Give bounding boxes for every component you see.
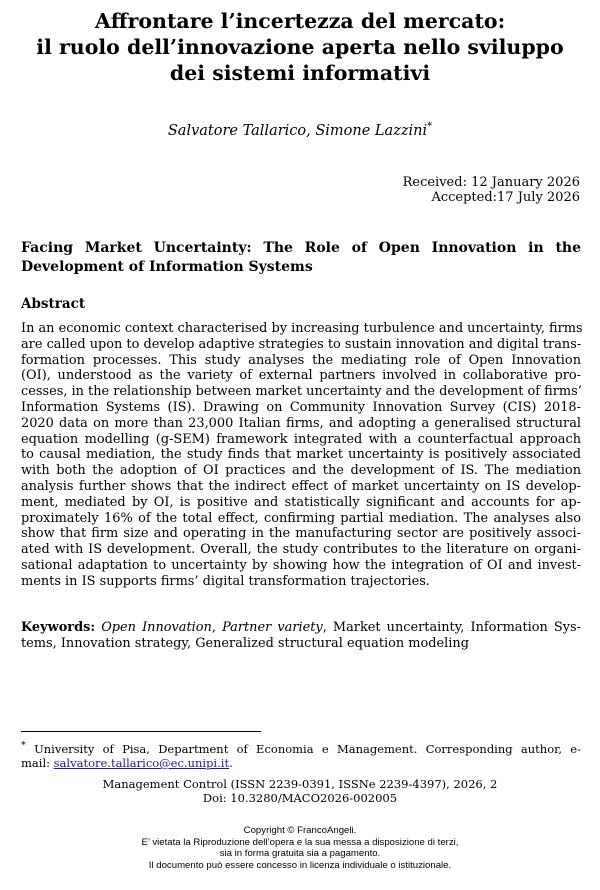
abstract-line: sational adaptation to uncertainty by showing how the integration of OI and invest- <box>21 557 581 573</box>
abstract-line: In an economic context characterised by increasing turbulence and uncertainty, firms <box>21 321 583 336</box>
abstract-line: Information Systems (IS). Drawing on Community Innovation Survey (CIS) 2018- <box>21 399 581 415</box>
abstract-line: analysis further shows that the indirect effect of market uncertainty on IS develop- <box>21 478 581 494</box>
copyright-line: E’ vietata la Riproduzione dell’opera e la sua messa a disposizione di terzi, <box>141 836 459 848</box>
abstract-line: with both the adoption of OI practices and the development of IS. The mediation <box>21 463 581 479</box>
paper-title-line: Affrontare l’incertezza del mercato: <box>94 9 506 33</box>
abstract-line: formation processes. This study analyses the mediating role of Open Innovation <box>21 352 581 368</box>
keyword-open-innovation: Open Innovation <box>101 620 212 635</box>
footnote-line <box>21 739 581 756</box>
copyright-line: Copyright © FrancoAngeli. <box>243 825 357 836</box>
author-names: Salvatore Tallarico, Simone Lazzini <box>167 122 428 139</box>
keyword-separator: , <box>211 620 223 635</box>
journal-doi: Doi: 10.3280/MACO2026-002005 <box>202 791 398 805</box>
abstract-line: show that firm size and operating in the manufacturing sector are positively associ- <box>21 526 581 542</box>
abstract-line: (OI), understood as the variety of external partners involved in collaborative pro- <box>21 368 581 384</box>
submission-dates <box>403 175 580 205</box>
footnote-mark: * <box>21 740 26 751</box>
footnote-affiliation: University of Pisa, Department of Economia e Management. Corresponding author, e- <box>25 741 581 756</box>
abstract-line: equation modelling (g-SEM) framework integrated with a counterfactual approach <box>21 431 581 447</box>
footnote-divider <box>21 731 261 732</box>
abstract-line: ments in IS supports firms’ digital transformation trajectories. <box>21 573 430 589</box>
authors <box>0 121 600 139</box>
journal-info <box>0 777 600 805</box>
journal-citation: Management Control (ISSN 2239-0391, ISSNe 2239-4397), 2026, 2 <box>102 777 498 791</box>
keywords-line <box>21 620 581 636</box>
email-suffix: . <box>229 755 233 770</box>
abstract-line: ment, mediated by OI, is positive and statistically significant and accounts for ap- <box>21 494 581 510</box>
abstract-line: proximately 16% of the total effect, confirming partial mediation. The analyses also <box>21 510 581 526</box>
abstract-line: ated with IS development. Overall, the study contributes to the literature on organi- <box>21 542 581 558</box>
email-prefix: mail: <box>21 755 54 770</box>
paper-title-line: il ruolo dell’innovazione aperta nello sviluppo <box>36 35 564 59</box>
keywords <box>21 620 581 652</box>
paper-title <box>0 8 600 86</box>
abstract-body <box>21 321 581 590</box>
received-date: Received: 12 January 2026 <box>402 175 580 190</box>
copyright-line: Il documento può essere concesso in licenza individuale o istituzionale. <box>148 859 452 871</box>
copyright-notice <box>0 825 600 871</box>
abstract-line: cesses, in the relationship between market uncertainty and the development of firms’ <box>21 384 582 400</box>
keywords-rest: , Market uncertainty, Information Sys- <box>322 620 582 635</box>
abstract-line: 2020 data on more than 23,000 Italian firms, and adopting a generalised structural <box>21 415 581 431</box>
abstract-heading: Abstract <box>21 296 86 312</box>
abstract-line: to causal mediation, the study finds that market uncertainty is positively associated <box>21 447 581 463</box>
accepted-date: Accepted:17 July 2026 <box>431 190 580 205</box>
footnote-line <box>21 756 581 770</box>
keywords-label: Keywords: <box>21 620 96 635</box>
english-title: Facing Market Uncertainty: The Role of Open Innovation in the Development of Information Systems <box>21 240 581 275</box>
keyword-partner-variety: Partner variety <box>222 620 323 635</box>
author-footnote-mark: * <box>427 121 433 132</box>
email-link[interactable]: salvatore.tallarico@ec.unipi.it <box>53 755 230 770</box>
author-footnote <box>21 739 581 770</box>
copyright-line: sia in forma gratuita sia a pagamento. <box>219 848 381 860</box>
keywords-line-2: tems, Innovation strategy, Generalized structural equation modeling <box>21 635 469 651</box>
abstract-line: are called upon to develop adaptive strategies to sustain innovation and digital trans- <box>21 336 582 352</box>
paper-title-line: dei sistemi informativi <box>169 61 431 85</box>
